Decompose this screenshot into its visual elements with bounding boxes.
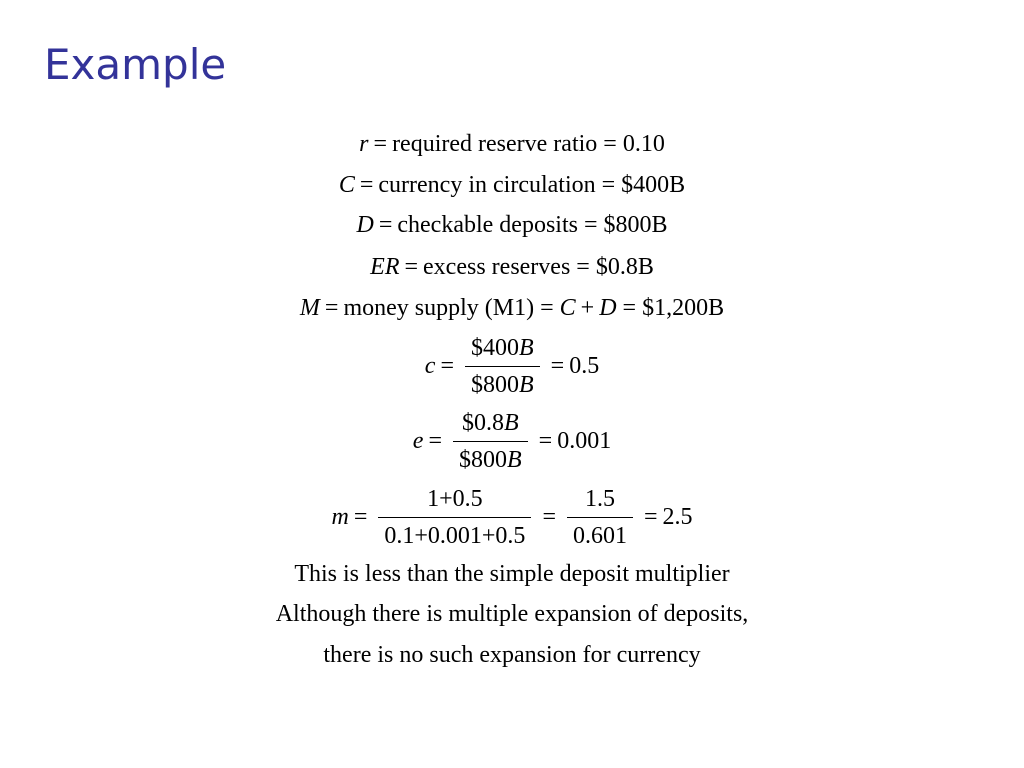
currency-variable: C bbox=[559, 295, 576, 321]
excess-reserve-ratio-equation: e = $\frac{\$0.8B}{\$800B}$ = 0.001 bbox=[412, 410, 612, 473]
fraction: $\frac{1+0.5}{0.1+0.001+0.5}$ bbox=[378, 487, 531, 548]
equation-result: 0.001 bbox=[557, 428, 612, 454]
currency-ratio-equation: c = $\frac{\$400B}{\$800B}$ = 0.5 bbox=[424, 335, 600, 398]
note-line: This is less than the simple deposit multiplier bbox=[294, 561, 730, 587]
definition-variable: C bbox=[338, 172, 355, 198]
definition-money-supply: M = money supply (M1) = C + D = $1,200B bbox=[299, 295, 725, 321]
definition-variable: D bbox=[356, 212, 374, 238]
equation-lhs: c bbox=[424, 353, 436, 379]
deposits-variable: D bbox=[599, 295, 617, 321]
money-supply-value: = $1,200B bbox=[622, 295, 725, 321]
slide-title: Example bbox=[44, 40, 227, 89]
definition-text: checkable deposits = $800B bbox=[397, 212, 668, 238]
definition-reserve-ratio: r = required reserve ratio = 0.10 bbox=[359, 131, 665, 157]
equation-lhs: m bbox=[331, 504, 349, 530]
definition-text: currency in circulation = $400B bbox=[378, 172, 686, 198]
note-line: Although there is multiple expansion of deposits, bbox=[275, 601, 749, 627]
definition-text: required reserve ratio = 0.10 bbox=[392, 131, 665, 157]
fraction: $\frac{\$0.8B}{\$800B}$ bbox=[453, 411, 528, 472]
equation-result: 0.5 bbox=[569, 353, 600, 379]
equation-lhs: e bbox=[412, 428, 424, 454]
definition-variable: M bbox=[299, 295, 320, 321]
fraction: $\frac{1.5}{0.601}$ bbox=[567, 487, 633, 548]
definition-deposits: D = checkable deposits = $800B bbox=[356, 212, 668, 238]
definition-text: excess reserves = $0.8B bbox=[423, 254, 654, 280]
definition-text: money supply (M1) = bbox=[343, 295, 554, 321]
definition-excess-reserves: ER = excess reserves = $0.8B bbox=[370, 254, 654, 280]
definition-variable: ER bbox=[370, 254, 400, 280]
fraction: $\frac{\$400B}{\$800B}$ bbox=[465, 336, 540, 397]
note-line: there is no such expansion for currency bbox=[323, 642, 701, 668]
definition-currency: C = currency in circulation = $400B bbox=[338, 172, 686, 198]
equation-result: 2.5 bbox=[662, 504, 693, 530]
definition-variable: r bbox=[359, 131, 369, 157]
money-multiplier-equation: m = $\frac{1+0.5}{0.1+0.001+0.5}$ = $\frac{1.5}{0.601}$ = 2.5 bbox=[331, 486, 693, 549]
